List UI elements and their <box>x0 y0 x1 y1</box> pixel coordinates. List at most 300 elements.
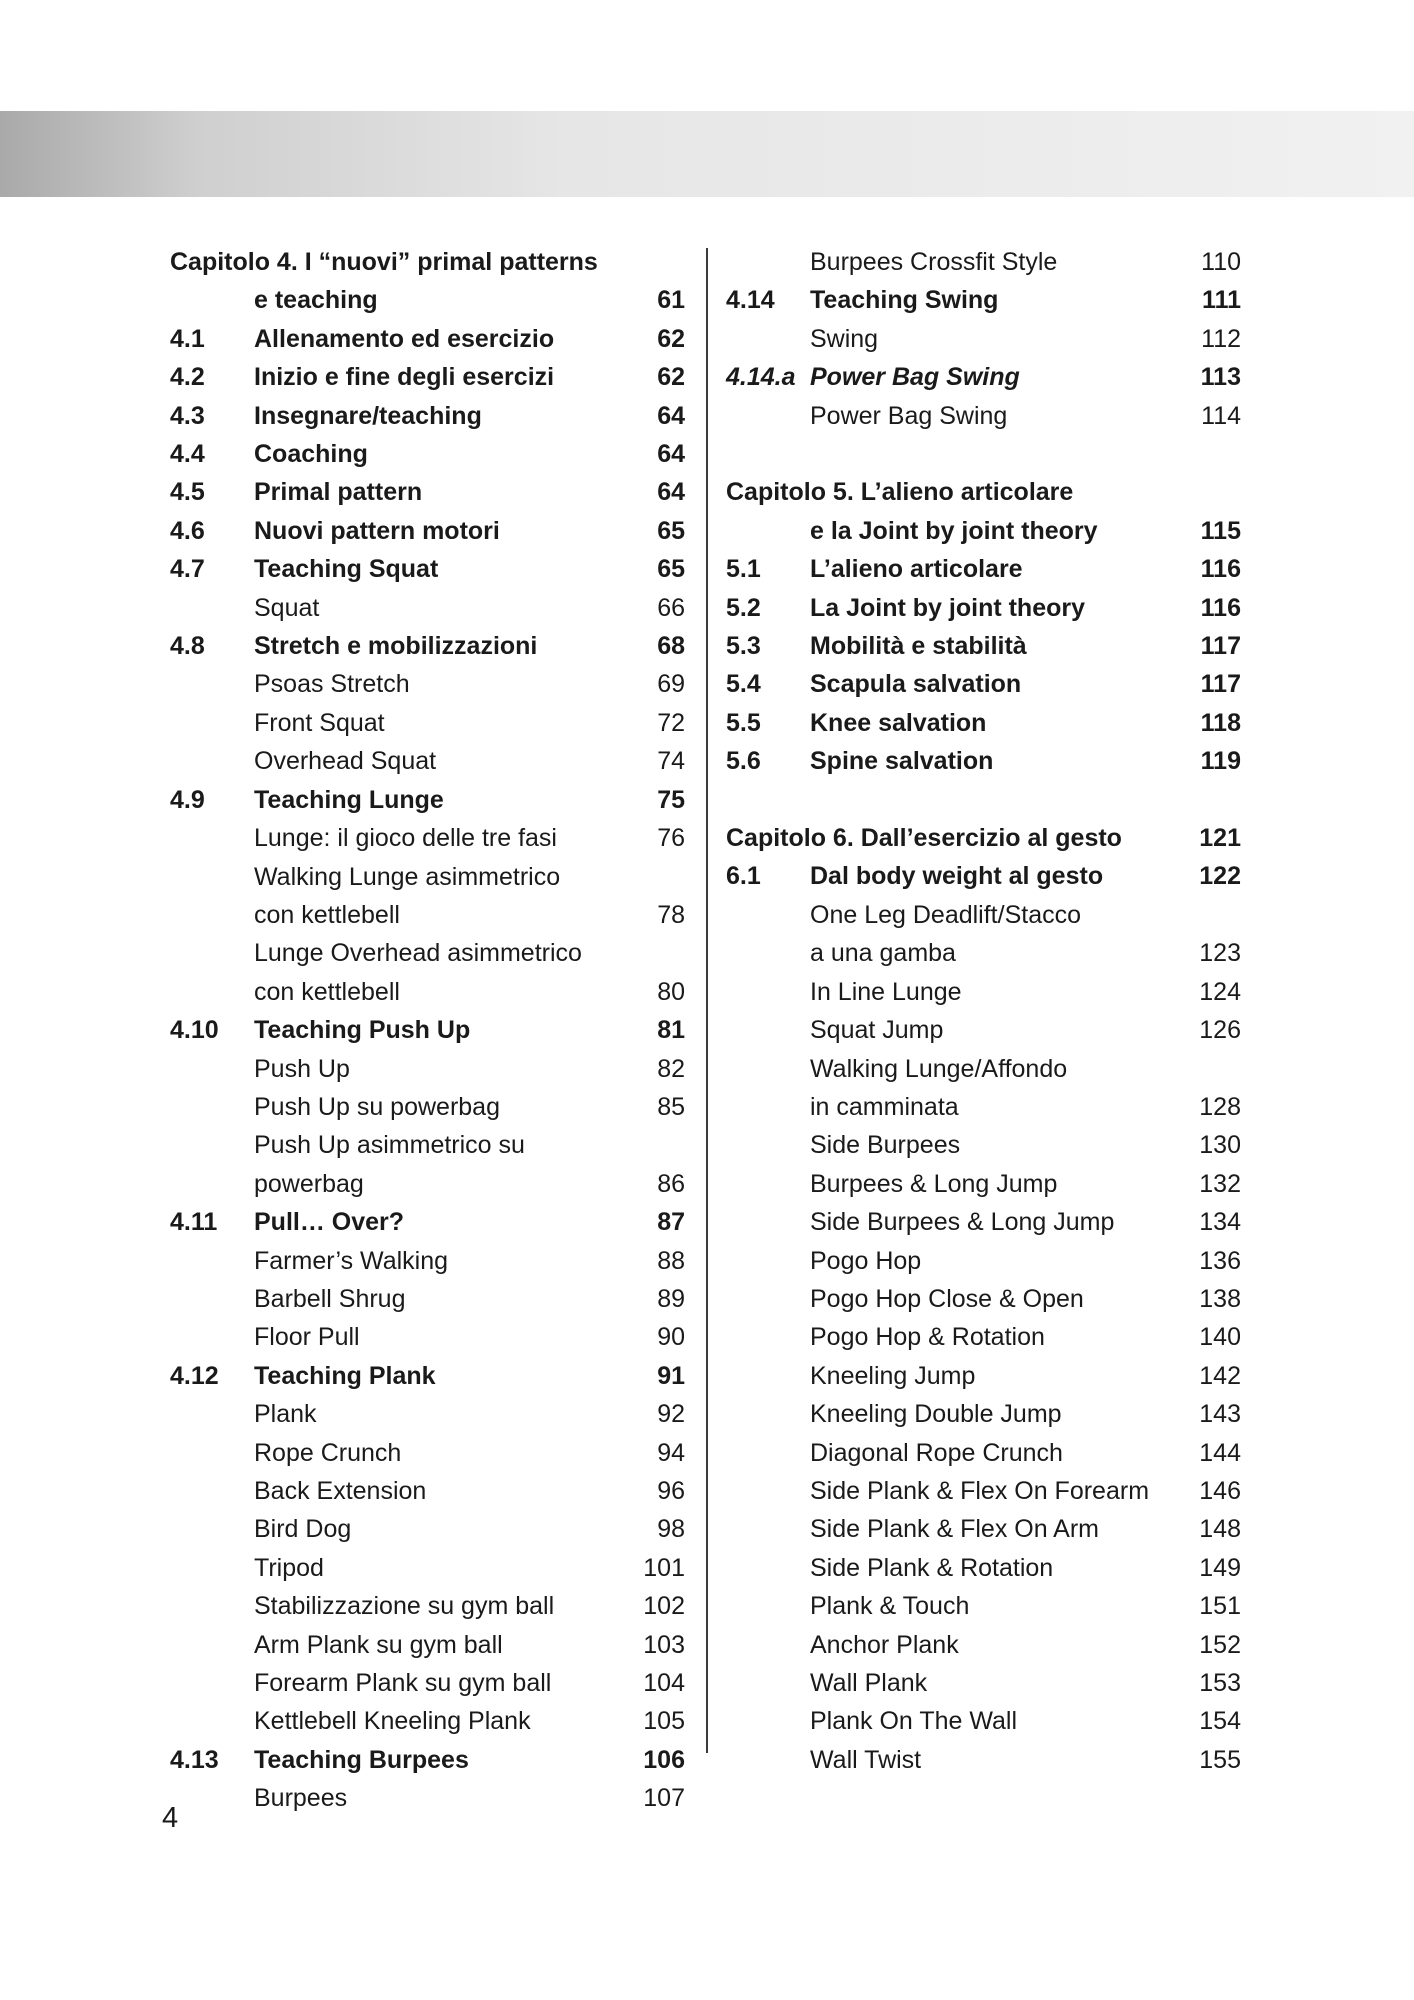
entry-title-line: Psoas Stretch <box>254 670 410 699</box>
page-ref: 74 <box>657 747 685 776</box>
toc-subentry <box>726 397 1246 435</box>
entry-title-line: Capitolo 4. I “nuovi” primal patterns <box>170 248 598 276</box>
page-ref: 144 <box>1199 1438 1241 1467</box>
toc-section-entry <box>726 742 1246 780</box>
page-ref: 69 <box>657 670 685 699</box>
entry-title-line: Pogo Hop <box>810 1246 922 1275</box>
entry-title <box>726 1434 1246 1472</box>
section-number: 4.6 <box>170 516 205 545</box>
page-ref: 64 <box>657 478 685 507</box>
toc-section-entry <box>726 550 1246 588</box>
entry-title-line: Inizio e fine degli esercizi <box>254 363 555 392</box>
page-ref: 103 <box>643 1630 685 1659</box>
page-ref: 121 <box>1199 824 1241 853</box>
page-ref: 81 <box>657 1016 685 1045</box>
section-number: 4.2 <box>170 363 205 392</box>
toc-subentry <box>726 1280 1246 1318</box>
toc-column-right <box>726 243 1246 1779</box>
page-ref: 65 <box>657 516 685 545</box>
entry-title-line: Side Burpees & Long Jump <box>810 1208 1115 1237</box>
entry-title-line: Teaching Swing <box>810 286 999 315</box>
toc-section-entry <box>170 1203 690 1241</box>
page-ref: 76 <box>657 824 685 853</box>
entry-title-line: Squat <box>254 593 320 622</box>
toc-section-entry <box>726 627 1246 665</box>
section-number: 4.13 <box>170 1745 219 1774</box>
page-ref: 155 <box>1199 1745 1241 1774</box>
toc-chapter-entry <box>170 243 690 320</box>
section-number: 4.14 <box>726 286 775 315</box>
page-ref: 101 <box>643 1553 685 1582</box>
toc-section-entry <box>170 512 690 550</box>
toc-subentry <box>726 1242 1246 1280</box>
page-ref: 111 <box>1202 286 1241 315</box>
entry-title <box>170 1242 690 1280</box>
entry-title <box>726 1011 1246 1049</box>
entry-title <box>726 1626 1246 1664</box>
toc-subentry <box>170 1242 690 1280</box>
entry-title-line: Stretch e mobilizzazioni <box>254 632 538 661</box>
entry-title-line: Scapula salvation <box>810 670 1022 699</box>
page-ref: 114 <box>1201 401 1241 430</box>
toc-subentry <box>170 1626 690 1664</box>
entry-title-line: Plank & Touch <box>810 1592 970 1621</box>
page-ref: 85 <box>657 1092 685 1121</box>
entry-title-line: con kettlebell <box>254 977 400 1006</box>
page-ref: 154 <box>1199 1707 1241 1736</box>
toc-subentry <box>170 1434 690 1472</box>
page-ref: 88 <box>657 1246 685 1275</box>
toc-subentry <box>726 973 1246 1011</box>
entry-title-line: Teaching Lunge <box>254 785 444 814</box>
entry-title-line: Rope Crunch <box>254 1438 402 1467</box>
entry-title-line: in camminata <box>810 1092 959 1121</box>
entry-title-line: Farmer’s Walking <box>254 1246 449 1275</box>
entry-title-line: In Line Lunge <box>810 977 962 1006</box>
entry-title-line: Push Up <box>254 1054 350 1083</box>
entry-title <box>170 1088 690 1126</box>
toc-subentry <box>170 742 690 780</box>
page-ref: 119 <box>1200 747 1241 776</box>
entry-title-line: Pogo Hop Close & Open <box>810 1284 1084 1313</box>
entry-title-line: Overhead Squat <box>254 747 437 776</box>
entry-title-line: Allenamento ed esercizio <box>254 324 555 353</box>
page-ref: 80 <box>657 977 685 1006</box>
section-number: 4.8 <box>170 632 205 661</box>
entry-title-line: Wall Twist <box>810 1745 922 1774</box>
page-ref: 72 <box>657 708 685 737</box>
entry-title <box>170 1626 690 1664</box>
toc-subentry <box>726 1434 1246 1472</box>
entry-title-line: Insegnare/teaching <box>254 401 482 430</box>
entry-title <box>170 1549 690 1587</box>
section-number: 4.9 <box>170 785 205 814</box>
entry-title-line: One Leg Deadlift/Stacco <box>810 900 1081 929</box>
header-band <box>0 111 1414 197</box>
entry-title <box>726 1741 1246 1779</box>
entry-title <box>726 1357 1246 1395</box>
entry-title-line: Push Up asimmetrico su powerbag <box>254 1131 525 1198</box>
entry-title <box>170 1050 690 1088</box>
toc-subentry <box>726 1357 1246 1395</box>
entry-title <box>170 320 690 358</box>
page-ref: 91 <box>657 1361 685 1390</box>
toc-subentry <box>726 1011 1246 1049</box>
page-ref: 118 <box>1200 708 1241 737</box>
page-ref: 107 <box>643 1784 685 1813</box>
page-ref: 89 <box>657 1284 685 1313</box>
entry-title-line: Wall Plank <box>810 1669 928 1697</box>
section-number: 5.1 <box>726 555 761 584</box>
entry-title-line: Diagonal Rope Crunch <box>810 1438 1063 1467</box>
entry-title <box>726 1587 1246 1625</box>
page-ref: 151 <box>1199 1592 1241 1621</box>
entry-title-line: Primal pattern <box>254 478 423 507</box>
page-ref: 148 <box>1199 1515 1241 1544</box>
entry-title-line: La Joint by joint theory <box>810 593 1086 622</box>
toc-subentry <box>170 1510 690 1548</box>
toc-subentry <box>170 1587 690 1625</box>
toc-subentry <box>170 1779 690 1817</box>
entry-title <box>726 397 1246 435</box>
entry-title <box>170 858 690 935</box>
entry-title <box>726 896 1246 973</box>
toc-subentry <box>726 1587 1246 1625</box>
toc-subentry <box>726 1741 1246 1779</box>
section-number: 6.1 <box>726 862 761 891</box>
entry-title-line: Forearm Plank su gym ball <box>254 1669 552 1698</box>
page-ref: 115 <box>1200 516 1241 545</box>
page-ref: 122 <box>1199 862 1241 891</box>
toc-section-entry <box>170 1357 690 1395</box>
entry-title-line: Power Bag Swing <box>810 401 1008 430</box>
entry-title <box>170 1664 690 1702</box>
entry-title-line: e teaching <box>254 286 378 315</box>
page-ref: 87 <box>657 1208 685 1237</box>
entry-title <box>726 627 1246 665</box>
column-divider <box>706 248 708 1753</box>
section-number: 5.2 <box>726 593 761 622</box>
section-number: 5.3 <box>726 632 761 661</box>
section-number: 4.11 <box>170 1208 218 1237</box>
page-ref: 92 <box>657 1400 685 1429</box>
toc-chapter-entry <box>726 819 1246 857</box>
toc-subentry <box>170 1088 690 1126</box>
toc-column-left <box>170 243 690 1818</box>
entry-title-line: Kneeling Jump <box>810 1361 976 1390</box>
toc-subentry <box>170 1664 690 1702</box>
toc-subentry <box>170 1395 690 1433</box>
page-ref: 130 <box>1199 1131 1241 1160</box>
entry-title-line: Stabilizzazione su gym ball <box>254 1592 555 1621</box>
page-ref: 62 <box>657 363 685 392</box>
page-ref: 143 <box>1199 1400 1241 1429</box>
page-ref: 136 <box>1199 1246 1241 1275</box>
toc-section-entry <box>170 550 690 588</box>
page-ref: 153 <box>1199 1669 1241 1697</box>
page-ref: 62 <box>657 324 685 353</box>
page-ref: 78 <box>657 900 685 929</box>
page-ref: 105 <box>643 1707 685 1736</box>
section-number: 4.7 <box>170 555 205 584</box>
entry-title-line: Capitolo 5. L’alieno articolare <box>726 478 1074 507</box>
toc-subentry <box>726 1472 1246 1510</box>
entry-title <box>170 435 690 473</box>
toc-subentry <box>170 1126 690 1203</box>
toc-section-entry <box>170 473 690 511</box>
entry-title-line: Back Extension <box>254 1477 427 1505</box>
toc-subentry <box>170 589 690 627</box>
entry-title-line: Walking Lunge/Affondo <box>810 1054 1068 1083</box>
section-number: 4.4 <box>170 440 205 469</box>
toc-subentry <box>726 243 1246 281</box>
entry-title <box>170 1472 690 1510</box>
page-ref: 94 <box>657 1438 685 1467</box>
page-ref: 116 <box>1200 593 1241 622</box>
toc-subentry <box>726 1203 1246 1241</box>
entry-title <box>726 1472 1246 1510</box>
entry-title-line: Teaching Squat <box>254 555 439 584</box>
entry-title-line: con kettlebell <box>254 900 400 929</box>
entry-title-line: Side Burpees <box>810 1131 961 1160</box>
entry-title <box>170 819 690 857</box>
entry-title <box>726 358 1246 396</box>
entry-title <box>170 704 690 742</box>
page-ref: 75 <box>657 785 685 814</box>
entry-title-line: Floor Pull <box>254 1323 360 1352</box>
entry-title <box>726 1664 1246 1702</box>
entry-title <box>170 1395 690 1433</box>
section-number: 4.12 <box>170 1361 219 1390</box>
toc-section-entry <box>170 435 690 473</box>
entry-title <box>170 397 690 435</box>
toc-section-entry <box>726 857 1246 895</box>
section-number: 5.4 <box>726 670 761 699</box>
entry-title-line: Lunge Overhead asimmetrico <box>254 939 582 968</box>
entry-title-line: Squat Jump <box>810 1016 944 1045</box>
entry-title <box>170 1011 690 1049</box>
toc-section-entry <box>170 781 690 819</box>
entry-title-line: Anchor Plank <box>810 1630 959 1659</box>
page-ref: 149 <box>1199 1553 1241 1582</box>
page-number: 4 <box>162 1802 179 1834</box>
toc-subentry <box>170 858 690 935</box>
toc-subentry <box>726 1664 1246 1702</box>
entry-title <box>726 281 1246 319</box>
entry-title-line: Mobilità e stabilità <box>810 632 1027 661</box>
entry-title <box>726 1050 1246 1127</box>
entry-title <box>726 1318 1246 1356</box>
section-gap <box>726 781 1246 819</box>
page-ref: 117 <box>1200 670 1241 699</box>
toc-subentry <box>170 1050 690 1088</box>
page-ref: 123 <box>1199 939 1241 968</box>
page-ref: 90 <box>657 1323 685 1352</box>
entry-title <box>726 665 1246 703</box>
entry-title-line: Side Plank & Flex On Forearm <box>810 1476 1150 1505</box>
toc-section-entry <box>170 358 690 396</box>
page-ref: 64 <box>657 401 685 430</box>
toc-section-entry <box>726 589 1246 627</box>
entry-title-line: Burpees Crossfit Style <box>810 248 1058 276</box>
toc-subentry <box>726 1165 1246 1203</box>
entry-title-line: Push Up su powerbag <box>254 1092 500 1121</box>
entry-title-line: Plank On The Wall <box>810 1707 1018 1736</box>
entry-title <box>726 1165 1246 1203</box>
toc-subentry <box>726 896 1246 973</box>
entry-title <box>726 1702 1246 1740</box>
page-ref: 110 <box>1201 248 1241 276</box>
entry-title <box>726 473 1246 550</box>
entry-title-line: Barbell Shrug <box>254 1284 406 1313</box>
entry-title-line: Bird Dog <box>254 1515 352 1544</box>
entry-title-line: Dal body weight al gesto <box>810 862 1104 891</box>
entry-title <box>726 857 1246 895</box>
toc-subentry <box>170 665 690 703</box>
page-ref: 117 <box>1200 632 1241 661</box>
toc-section-entry <box>726 704 1246 742</box>
entry-title-line: Teaching Push Up <box>254 1016 471 1045</box>
page-ref: 106 <box>643 1745 685 1774</box>
toc-section-entry <box>170 320 690 358</box>
toc-subentry <box>170 819 690 857</box>
section-number: 4.14.a <box>726 363 796 392</box>
entry-title-line: Side Plank & Flex On Arm <box>810 1515 1100 1544</box>
page-ref: 102 <box>643 1592 685 1621</box>
entry-title-line: Knee salvation <box>810 708 987 737</box>
entry-title-line: Teaching Plank <box>254 1361 436 1390</box>
toc-subentry <box>726 1549 1246 1587</box>
entry-title-line: e la Joint by joint theory <box>810 516 1098 545</box>
entry-title <box>170 512 690 550</box>
entry-title-line: Power Bag Swing <box>810 363 1020 392</box>
toc-subentry <box>170 704 690 742</box>
entry-title-line: Walking Lunge asimmetrico <box>254 862 561 891</box>
entry-title <box>170 1203 690 1241</box>
section-number: 5.6 <box>726 747 761 776</box>
toc-section-entry <box>726 358 1246 396</box>
entry-title <box>726 704 1246 742</box>
entry-title <box>726 550 1246 588</box>
entry-title <box>170 358 690 396</box>
page-ref: 66 <box>657 593 685 622</box>
page-ref: 113 <box>1200 363 1241 392</box>
page-ref: 152 <box>1199 1630 1241 1659</box>
entry-title-line: Coaching <box>254 440 368 469</box>
entry-title-line: Nuovi pattern motori <box>254 516 500 545</box>
entry-title <box>170 1434 690 1472</box>
page-ref: 116 <box>1200 555 1241 584</box>
page-ref: 98 <box>657 1515 685 1544</box>
toc-subentry <box>726 1626 1246 1664</box>
entry-title <box>726 1280 1246 1318</box>
entry-title-line: Spine salvation <box>810 747 994 776</box>
toc-chapter-entry <box>726 473 1246 550</box>
toc-subentry <box>170 1549 690 1587</box>
entry-title <box>170 1280 690 1318</box>
entry-title <box>726 1203 1246 1241</box>
entry-title <box>726 973 1246 1011</box>
page-ref: 132 <box>1199 1169 1241 1198</box>
page-ref: 112 <box>1201 324 1241 353</box>
entry-title-line: Plank <box>254 1400 317 1429</box>
entry-title <box>170 473 690 511</box>
page-ref: 86 <box>657 1169 685 1198</box>
page-ref: 146 <box>1199 1476 1241 1505</box>
entry-title <box>170 1741 690 1779</box>
page-ref: 61 <box>657 286 685 315</box>
toc-section-entry <box>726 665 1246 703</box>
entry-title <box>170 1702 690 1740</box>
entry-title-line: Arm Plank su gym ball <box>254 1630 503 1659</box>
toc-section-entry <box>170 1741 690 1779</box>
entry-title-line: Swing <box>810 324 879 353</box>
entry-title-line: Kettlebell Kneeling Plank <box>254 1707 531 1736</box>
entry-title <box>170 550 690 588</box>
toc-subentry <box>726 1510 1246 1548</box>
page-ref: 134 <box>1199 1208 1241 1237</box>
section-number: 5.5 <box>726 708 761 737</box>
entry-title <box>170 1318 690 1356</box>
toc-section-entry <box>726 281 1246 319</box>
section-number: 4.10 <box>170 1016 219 1045</box>
section-number: 4.1 <box>170 324 205 353</box>
page-ref: 128 <box>1199 1092 1241 1121</box>
toc-subentry <box>170 1318 690 1356</box>
toc-subentry <box>170 934 690 1011</box>
entry-title <box>726 1242 1246 1280</box>
entry-title-line: Pogo Hop & Rotation <box>810 1323 1045 1352</box>
page-ref: 140 <box>1199 1323 1241 1352</box>
entry-title-line: Pull… Over? <box>254 1208 405 1237</box>
entry-title-line: Lunge: il gioco delle tre fasi <box>254 824 557 853</box>
toc-subentry <box>726 1050 1246 1127</box>
entry-title <box>170 1357 690 1395</box>
entry-title <box>170 742 690 780</box>
toc-subentry <box>170 1280 690 1318</box>
entry-title-line: Capitolo 6. Dall’esercizio al gesto <box>726 824 1122 853</box>
entry-title <box>726 1510 1246 1548</box>
entry-title-line: Tripod <box>254 1553 324 1582</box>
toc-subentry <box>170 1702 690 1740</box>
page-ref: 126 <box>1199 1016 1241 1045</box>
entry-title-line: Side Plank & Rotation <box>810 1553 1054 1582</box>
entry-title <box>726 589 1246 627</box>
toc-subentry <box>726 1395 1246 1433</box>
entry-title-line: L’alieno articolare <box>810 555 1023 584</box>
entry-title <box>170 589 690 627</box>
section-number: 4.5 <box>170 478 205 507</box>
entry-title <box>726 1126 1246 1164</box>
entry-title <box>726 1395 1246 1433</box>
page-ref: 96 <box>657 1477 685 1505</box>
entry-title <box>726 243 1246 281</box>
entry-title <box>726 819 1246 857</box>
entry-title <box>170 1510 690 1548</box>
toc-section-entry <box>170 627 690 665</box>
toc-subentry <box>726 320 1246 358</box>
toc-subentry <box>726 1126 1246 1164</box>
page-ref: 124 <box>1199 977 1241 1006</box>
page-ref: 64 <box>657 440 685 469</box>
entry-title <box>726 1549 1246 1587</box>
entry-title <box>170 934 690 1011</box>
entry-title-line: Kneeling Double Jump <box>810 1400 1062 1429</box>
entry-title <box>170 627 690 665</box>
entry-title-line: Teaching Burpees <box>254 1745 469 1774</box>
entry-title <box>170 243 690 320</box>
entry-title-line: Burpees & Long Jump <box>810 1169 1058 1198</box>
